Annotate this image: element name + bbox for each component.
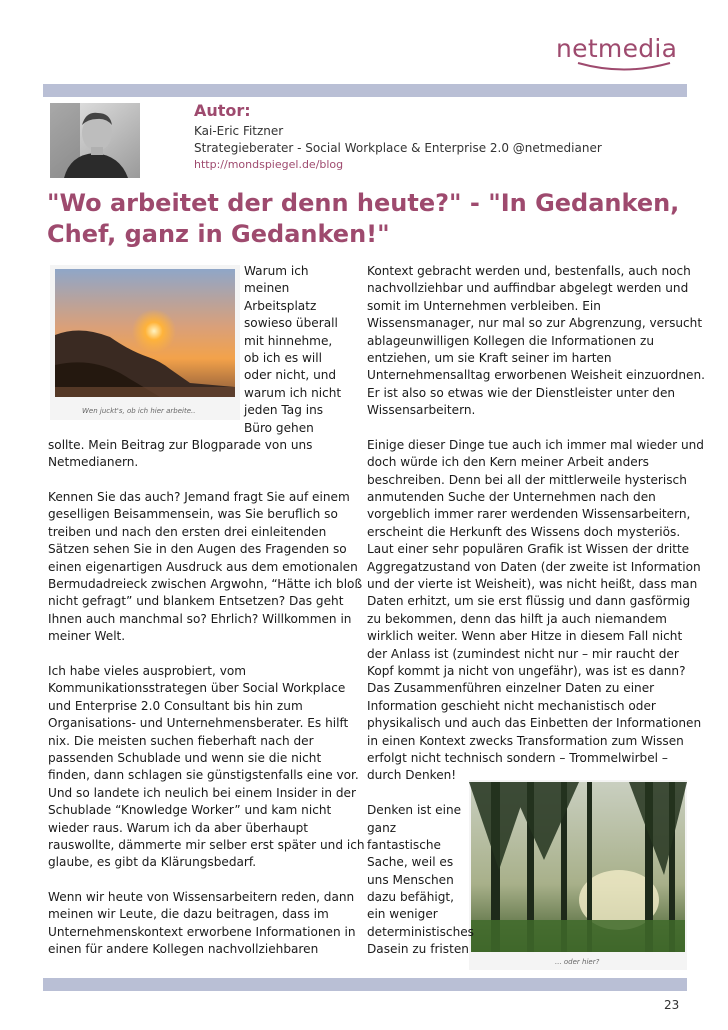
text-line: Das Zusammenführen einzelner Daten zu einer xyxy=(367,681,655,696)
text-line: doch würde ich den Kern meiner Arbeit anders xyxy=(367,455,649,470)
author-blog-link[interactable]: http://mondspiegel.de/blog xyxy=(194,158,344,171)
text-line: meinen wir Leute, die dazu beitragen, dass im xyxy=(48,907,329,922)
text-line: nachvollziehbar und auffindbar abgelegt werden und xyxy=(367,281,689,296)
text-line: Ihnen auch manchmal so? Ehrlich? Willkommen in xyxy=(48,611,352,626)
text-line: Kennen Sie das auch? Jemand fragt Sie auf einem xyxy=(48,490,350,505)
text-line: sowieso überall xyxy=(244,316,338,331)
text-line: ablageunwilligen Kollegen die Informationen zu xyxy=(367,333,655,348)
text-line: einen eigenartigen Ausdruck aus dem emotionalen xyxy=(48,559,358,574)
text-line: zu bekommen, denn das hilft ja auch niemandem xyxy=(367,611,667,626)
sunset-caption: Wen juckt's, ob ich hier arbeite.. xyxy=(82,407,196,415)
text-line: passenden Schublade und wenn sie die nicht xyxy=(48,750,322,765)
text-line xyxy=(48,646,344,663)
text-line: vorgeblich immer rarer werdenden Wissensarbeitern, xyxy=(367,507,691,522)
text-line: Kommunikationsstrategen über Social Workplace xyxy=(48,681,346,696)
logo-text: netmedia xyxy=(556,34,678,63)
text-line: Wenn wir heute von Wissensarbeitern reden, dann xyxy=(48,890,355,905)
text-line: Unternehmensalltag erworbenen Weisheit einzuordnen. xyxy=(367,368,705,383)
text-line xyxy=(48,472,344,489)
text-line: Denken ist eine xyxy=(367,803,462,818)
text-line: jeden Tag ins xyxy=(244,403,324,418)
text-line xyxy=(48,872,344,889)
article-title xyxy=(47,188,687,250)
text-line: Netmedianern. xyxy=(48,455,139,470)
text-line: meiner Welt. xyxy=(48,629,126,644)
text-line: Einige dieser Dinge tue auch ich immer mal wieder und xyxy=(367,437,704,452)
text-line: Information geschieht nicht mechanistisch oder xyxy=(367,698,656,713)
text-line: ganz xyxy=(367,820,397,835)
text-line: Wissensmanager, nur mal so zur Abgrenzung, versucht xyxy=(367,316,703,331)
text-line: meinen xyxy=(244,281,290,296)
title-line-2: Chef, ganz in Gedanken!" xyxy=(47,220,390,248)
text-line: Kontext gebracht werden und, bestenfalls, auch noch xyxy=(367,264,691,278)
text-line: Daten erhitzt, um sie erst flüssig und dann gasförmig xyxy=(367,594,691,609)
text-line: der Anlass ist (zumindest nicht nur – mir raucht der xyxy=(367,646,679,661)
text-line: Büro gehen xyxy=(244,420,314,435)
text-line: Bermudadreieck zwischen Argwohn, “Hätte ich bloß xyxy=(48,577,363,592)
article-left-column xyxy=(48,263,365,959)
text-line: Und so landete ich neulich bei einem Insider in der xyxy=(48,785,356,800)
text-line: erfolgt nicht technisch sondern – Trommelwirbel – xyxy=(367,750,668,765)
text-line: durch Denken! xyxy=(367,768,457,783)
author-photo xyxy=(50,103,140,178)
text-line: und Enterprise 2.0 Consultant bis hin zum xyxy=(48,698,303,713)
text-line: warum ich nicht xyxy=(244,385,342,400)
text-line: mit hinnehme, xyxy=(244,333,333,348)
text-line: erscheint die Herkunft des Wissens doch mysteriös. xyxy=(367,524,681,539)
header-divider-bar xyxy=(43,84,687,97)
text-line: Arbeitsplatz xyxy=(244,298,317,313)
text-line xyxy=(367,785,687,802)
text-line: Sache, weil es xyxy=(367,855,454,870)
text-line: nicht gefragt” und blankem Entsetzen? Das geht xyxy=(48,594,344,609)
text-line: beschreiben. Denn bei all der mittlerweile hysterisch xyxy=(367,472,687,487)
text-line: Sätzen sehen Sie in den Augen des Fragenden so xyxy=(48,542,347,557)
text-line: somit im Unternehmen verbleiben. Ein xyxy=(367,298,601,313)
text-line: Organisations- und Unternehmensberater. Es hilft xyxy=(48,716,349,731)
text-line: geselligen Beisammensein, was Sie beruflich so xyxy=(48,507,338,522)
text-line: Schublade “Knowledge Worker” und kam nicht xyxy=(48,803,332,818)
netmedia-logo xyxy=(556,34,686,74)
text-line: oder nicht, und xyxy=(244,368,337,383)
text-line: physikalisch und auch das Einbetten der Informationen xyxy=(367,716,702,731)
text-line: Laut einer sehr populären Grafik ist Wissen der dritte xyxy=(367,542,690,557)
text-line: ein weniger xyxy=(367,907,438,922)
text-line: anmutenden Suche der Unternehmen nach den xyxy=(367,490,656,505)
text-line: ob ich es will xyxy=(244,350,322,365)
text-line: einen für andere Kollegen nachvollziehbaren xyxy=(48,942,319,957)
author-role: Strategieberater - Social Workplace & Enterprise 2.0 @netmedianer xyxy=(194,141,602,155)
text-line: Wissensarbeitern. xyxy=(367,403,476,418)
text-line: Ich habe vieles ausprobiert, vom xyxy=(48,663,247,678)
footer-divider-bar xyxy=(43,978,687,991)
logo-swoosh-icon xyxy=(574,60,674,74)
text-line: und der vierte ist Weisheit), was nicht heißt, dass man xyxy=(367,577,698,592)
text-line: glaube, es gibt da Klärungsbedarf. xyxy=(48,855,257,870)
text-line: wirklich weiter. Wenn aber Hitze in diesem Fall nicht xyxy=(367,629,683,644)
text-line: Er ist also so etwas wie der Dienstleister unter den xyxy=(367,385,676,400)
text-line: uns Menschen xyxy=(367,872,454,887)
text-line: finden, dann schlagen sie günstigstenfalls eine vor. xyxy=(48,768,359,783)
text-line: sollte. Mein Beitrag zur Blogparade von uns xyxy=(48,437,313,452)
text-line: in einen Kontext zwecks Transformation zum Wissen xyxy=(367,733,684,748)
text-line: Kopf kommt ja nicht von ungefähr), was ist es dann? xyxy=(367,663,686,678)
text-line: fantastische xyxy=(367,837,441,852)
text-line: rauswollte, dämmerte mir selber erst später und ich xyxy=(48,837,365,852)
text-line: deterministisches xyxy=(367,924,474,939)
author-label: Autor: xyxy=(194,101,251,120)
text-line xyxy=(367,420,687,437)
text-line: Unternehmenskontext erworbene Informationen in xyxy=(48,924,356,939)
text-line: Aggregatzustand von Daten (der zweite ist Information xyxy=(367,559,701,574)
forest-caption: ... oder hier? xyxy=(555,958,600,966)
text-line: treiben und nach den ersten drei einleitenden xyxy=(48,524,327,539)
text-line: Dasein zu fristen xyxy=(367,942,469,957)
text-line: Warum ich xyxy=(244,264,309,278)
text-line: dazu befähigt, xyxy=(367,890,455,905)
article-right-column xyxy=(367,263,705,959)
author-name: Kai-Eric Fitzner xyxy=(194,124,284,138)
page-number: 23 xyxy=(664,998,680,1012)
text-line: nix. Die meisten suchen fieberhaft nach der xyxy=(48,733,314,748)
text-line: entziehen, um sie Kraft seiner im harten xyxy=(367,350,612,365)
text-line: wieder raus. Warum ich da aber überhaupt xyxy=(48,820,309,835)
title-line-1: "Wo arbeitet der denn heute?" - "In Gedanken, xyxy=(47,189,680,217)
